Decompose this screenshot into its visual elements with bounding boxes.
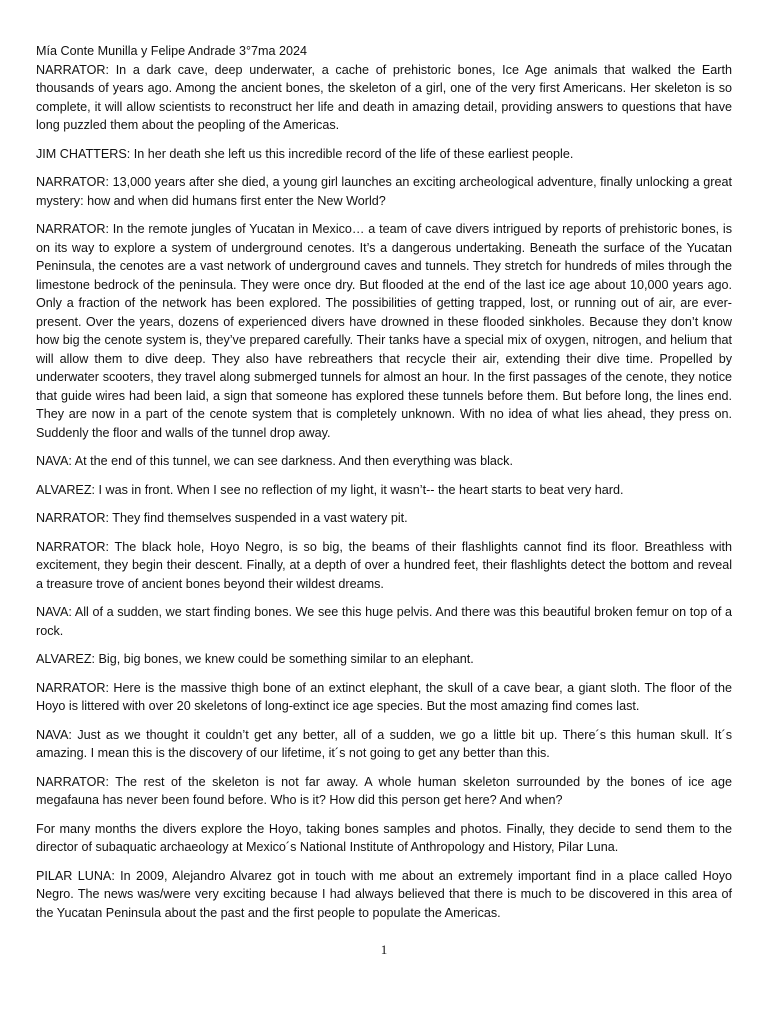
paragraph-nava-skull: NAVA: Just as we thought it couldn’t get any better, all of a sudden, we go a little bit up. There´s this human skull. It´s amazing. I mean this is the discovery of our lifetime, it´s not going to get any better than this. [36, 727, 732, 760]
paragraph-narrator-yucatan: NARRATOR: In the remote jungles of Yucatan in Mexico… a team of cave divers intrigued by reports of prehistoric bones, is on its way to explore a system of underground cenotes. It’s a dangerous undertaking. Beneath the surface of the Yucatan Peninsula, the cenotes are a vast network of underground caves and tunnels. They stretch for hundreds of miles through the limestone bedrock of the peninsula. They were once dry. But flooded at the end of the last ice age about 10,000 years ago. Only a fraction of the network has been explored. The possibilities of getting trapped, lost, or running out of air, are ever-present. Over the years, dozens of experienced divers have drowned in these flooded sinkholes. Because they don’t know how big the cenote system is, they’ve prepared carefully. Their tanks have a special mix of oxygen, nitrogen, and helium that will allow them to dive deep. They also have rebreathers that recycle their air, extending their dive time. Propelled by underwater scooters, they travel along submerged tunnels for almost an hour. In the first passages of the cenote, they notice that guide wires had been laid, a sign that someone has explored these tunnels before them. But before long, the lines end. They are now in a part of the cenote system that is completely unknown. With no idea of what lies ahead, they press on. Suddenly the floor and walls of the tunnel drop away. [36, 222, 732, 440]
paragraph-alvarez-big-bones: ALVAREZ: Big, big bones, we knew could be something similar to an elephant. [36, 652, 474, 666]
paragraph-divers-explore: For many months the divers explore the Hoyo, taking bones samples and photos. Finally, they decide to send them to the director of subaquatic archaeology at Mexico´s National Institute of Anthropology and History, Pilar Luna. [36, 821, 732, 854]
paragraph-nava-bones: NAVA: All of a sudden, we start finding bones. We see this huge pelvis. And there was this beautiful broken femur on top of a rock. [36, 605, 732, 638]
page-number: 1 [380, 942, 388, 957]
paragraph-narrator-thigh-bone: NARRATOR: Here is the massive thigh bone of an extinct elephant, the skull of a cave bear, a giant sloth. The floor of the Hoyo is littered with over 20 skeletons of long-extinct ice age species. But the most amazing find comes last. [36, 680, 732, 713]
paragraph-narrator-pit: NARRATOR: They find themselves suspended in a vast watery pit. [36, 511, 408, 525]
paragraph-narrator-intro: NARRATOR: In a dark cave, deep underwater, a cache of prehistoric bones, Ice Age animals that walked the Earth thousands of years ago. Among the ancient bones, the skeleton of a girl, one of the very first Americans. Her skeleton is so complete, it will allow scientists to reconstruct her life and death in amazing detail, providing answers to questions that have long puzzled them about the peopling of the Americas. [36, 62, 732, 132]
document-page [36, 42, 732, 932]
paragraph-narrator-hoyo-negro: NARRATOR: The black hole, Hoyo Negro, is so big, the beams of their flashlights cannot find its floor. Breathless with excitement, they begin their descent. Finally, at a depth of over a hundred feet, their flashlights detect the bottom and reveal a treasure trove of ancient bones beyond their wildest dreams. [36, 539, 732, 591]
paragraph-pilar-luna: PILAR LUNA: In 2009, Alejandro Alvarez got in touch with me about an extremely important find in a place called Hoyo Negro. The news was/were very exciting because I had always believed that there is much to be discovered in this area of the Yucatan Peninsula about the past and the first people to populate the Americas. [36, 868, 732, 920]
paragraph-jim-chatters: JIM CHATTERS: In her death she left us this incredible record of the life of these earliest people. [36, 146, 574, 161]
document-header: Mía Conte Munilla y Felipe Andrade 3°7ma 2024 [36, 44, 308, 58]
paragraph-narrator-13000-years: NARRATOR: 13,000 years after she died, a young girl launches an exciting archeological adventure, finally unlocking a great mystery: how and when did humans first enter the New World? [36, 175, 732, 208]
paragraph-narrator-skeleton: NARRATOR: The rest of the skeleton is not far away. A whole human skeleton surrounded by the bones of ice age megafauna has never been found before. Who is it? How did this person get here? And when? [36, 774, 732, 807]
paragraph-nava-darkness: NAVA: At the end of this tunnel, we can see darkness. And then everything was black. [36, 454, 513, 468]
paragraph-alvarez-front: ALVAREZ: I was in front. When I see no reflection of my light, it wasn’t-- the heart starts to beat very hard. [36, 482, 624, 497]
